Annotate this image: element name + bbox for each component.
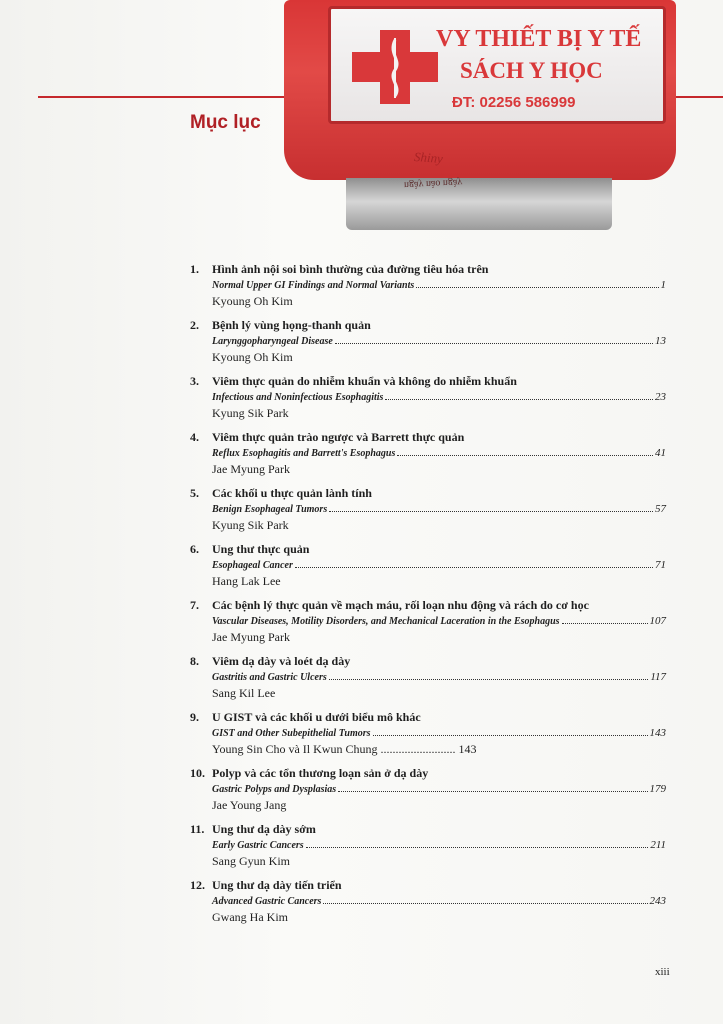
stamp-text-line2: SÁCH Y HỌC bbox=[460, 58, 603, 83]
chapter-author: Kyoung Oh Kim bbox=[212, 350, 293, 364]
chapter-author: Young Sin Cho và Il Kwun Chung ......................... 143 bbox=[212, 742, 477, 756]
chapter-title: Hình ảnh nội soi bình thường của đường tiêu hóa trên bbox=[212, 262, 489, 276]
english-title-row bbox=[212, 334, 666, 348]
chapter-title: Các bệnh lý thực quản về mạch máu, rối loạn nhu động và rách do cơ học bbox=[212, 598, 589, 612]
table-of-contents bbox=[190, 262, 668, 934]
english-title: Advanced Gastric Cancers bbox=[212, 896, 322, 907]
toc-entry[interactable] bbox=[190, 710, 668, 766]
toc-entry[interactable] bbox=[190, 878, 668, 934]
chapter-page: 23 bbox=[655, 391, 666, 403]
chapter-number: 6. bbox=[190, 542, 199, 556]
stamp-text-line1: VY THIẾT BỊ Y TẾ bbox=[436, 26, 642, 52]
chapter-author: Kyoung Oh Kim bbox=[212, 294, 293, 308]
chapter-number: 9. bbox=[190, 710, 199, 724]
page-number: xiii bbox=[655, 966, 670, 978]
english-title-row bbox=[212, 446, 666, 460]
english-title: Gastric Polyps and Dysplasias bbox=[212, 784, 337, 795]
leader-dots bbox=[373, 726, 648, 736]
chapter-number: 11. bbox=[190, 822, 205, 836]
chapter-title: Viêm dạ dày và loét dạ dày bbox=[212, 654, 351, 668]
english-title-row bbox=[212, 894, 666, 908]
toc-entry[interactable] bbox=[190, 822, 668, 878]
toc-entry[interactable] bbox=[190, 318, 668, 374]
toc-entry[interactable] bbox=[190, 542, 668, 598]
english-title-row bbox=[212, 726, 666, 740]
leader-dots bbox=[397, 446, 653, 456]
leader-dots bbox=[329, 670, 649, 680]
chapter-author: Gwang Ha Kim bbox=[212, 910, 288, 924]
stamp-brand: Shiny bbox=[413, 149, 444, 166]
chapter-number: 7. bbox=[190, 598, 199, 612]
english-title-row bbox=[212, 838, 666, 852]
chapter-page: 179 bbox=[649, 783, 666, 795]
english-title-row bbox=[212, 670, 666, 684]
chapter-page: 57 bbox=[655, 503, 666, 515]
chapter-page: 117 bbox=[650, 671, 666, 683]
english-title-row bbox=[212, 278, 666, 292]
chapter-page: 243 bbox=[649, 895, 666, 907]
english-title: Esophageal Cancer bbox=[212, 560, 293, 571]
leader-dots bbox=[306, 838, 649, 848]
page-title: Mục lục bbox=[190, 112, 261, 133]
chapter-author: Kyung Sik Park bbox=[212, 518, 289, 532]
english-title-row bbox=[212, 502, 666, 516]
leader-dots bbox=[385, 390, 653, 400]
english-title: Vascular Diseases, Motility Disorders, and Mechanical Laceration in the Esophagus bbox=[212, 616, 560, 627]
chapter-author: Sang Kil Lee bbox=[212, 686, 276, 700]
english-title: Reflux Esophagitis and Barrett's Esophagus bbox=[212, 448, 396, 459]
chapter-number: 8. bbox=[190, 654, 199, 668]
leader-dots bbox=[295, 558, 653, 568]
chapter-number: 3. bbox=[190, 374, 199, 388]
chapter-page: 107 bbox=[649, 615, 666, 627]
stamp-engraving: ngày nào ngày bbox=[403, 176, 463, 191]
leader-dots bbox=[329, 502, 653, 512]
red-cross-icon bbox=[352, 30, 438, 104]
stamp-text-phone: ĐT: 02256 586999 bbox=[452, 94, 576, 111]
chapter-page: 211 bbox=[650, 839, 666, 851]
leader-dots bbox=[323, 894, 647, 904]
english-title: Early Gastric Cancers bbox=[212, 840, 304, 851]
chapter-title: Polyp và các tổn thương loạn sản ở dạ dày bbox=[212, 766, 429, 780]
chapter-page: 1 bbox=[660, 279, 666, 291]
toc-entry[interactable] bbox=[190, 654, 668, 710]
english-title: Larynggopharyngeal Disease bbox=[212, 336, 333, 347]
leader-dots bbox=[416, 278, 658, 288]
chapter-page: 143 bbox=[649, 727, 666, 739]
chapter-author: Jae Myung Park bbox=[212, 462, 290, 476]
toc-entry[interactable] bbox=[190, 262, 668, 318]
chapter-title: Ung thư dạ dày sớm bbox=[212, 822, 316, 836]
english-title-row bbox=[212, 782, 666, 796]
chapter-number: 2. bbox=[190, 318, 199, 332]
chapter-title: Viêm thực quản trào ngược và Barrett thực quản bbox=[212, 430, 465, 444]
chapter-page: 41 bbox=[655, 447, 666, 459]
english-title: Normal Upper GI Findings and Normal Variants bbox=[212, 280, 415, 291]
leader-dots bbox=[562, 614, 648, 624]
english-title-row bbox=[212, 558, 666, 572]
chapter-title: Ung thư dạ dày tiến triển bbox=[212, 878, 342, 892]
english-title-row bbox=[212, 390, 666, 404]
toc-entry[interactable] bbox=[190, 430, 668, 486]
chapter-number: 12. bbox=[190, 878, 205, 892]
english-title: GIST and Other Subepithelial Tumors bbox=[212, 728, 371, 739]
leader-dots bbox=[338, 782, 647, 792]
chapter-number: 4. bbox=[190, 430, 199, 444]
chapter-title: U GIST và các khối u dưới biểu mô khác bbox=[212, 710, 421, 724]
rubber-stamp bbox=[284, 0, 676, 232]
toc-entry[interactable] bbox=[190, 766, 668, 822]
chapter-number: 1. bbox=[190, 262, 199, 276]
chapter-author: Jae Young Jang bbox=[212, 798, 287, 812]
chapter-number: 5. bbox=[190, 486, 199, 500]
chapter-page: 13 bbox=[655, 335, 666, 347]
toc-entry[interactable] bbox=[190, 486, 668, 542]
toc-entry[interactable] bbox=[190, 374, 668, 430]
chapter-number: 10. bbox=[190, 766, 205, 780]
chapter-author: Sang Gyun Kim bbox=[212, 854, 290, 868]
chapter-author: Jae Myung Park bbox=[212, 630, 290, 644]
stamp-neck bbox=[346, 178, 612, 230]
english-title: Infectious and Noninfectious Esophagitis bbox=[212, 392, 384, 403]
chapter-author: Hang Lak Lee bbox=[212, 574, 281, 588]
leader-dots bbox=[335, 334, 653, 344]
english-title-row bbox=[212, 614, 666, 628]
chapter-title: Viêm thực quản do nhiễm khuẩn và không do nhiễm khuẩn bbox=[212, 374, 517, 388]
chapter-page: 71 bbox=[655, 559, 666, 571]
toc-entry[interactable] bbox=[190, 598, 668, 654]
chapter-title: Ung thư thực quản bbox=[212, 542, 310, 556]
chapter-author: Kyung Sik Park bbox=[212, 406, 289, 420]
chapter-title: Bệnh lý vùng họng-thanh quản bbox=[212, 318, 371, 332]
english-title: Gastritis and Gastric Ulcers bbox=[212, 672, 327, 683]
chapter-title: Các khối u thực quản lành tính bbox=[212, 486, 372, 500]
english-title: Benign Esophageal Tumors bbox=[212, 504, 328, 515]
